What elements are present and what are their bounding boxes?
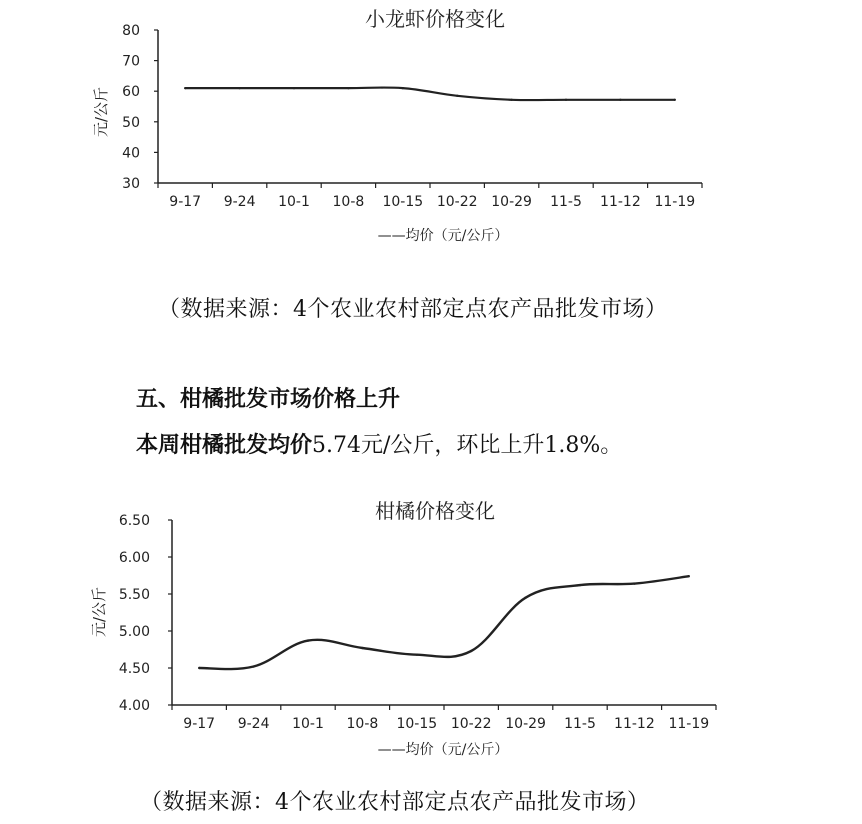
y-tick-labels [119,513,172,714]
x-tick-label: 10-15 [382,194,424,210]
y-tick-label: 6.00 [118,550,150,566]
y-axis-label: 元/公斤 [90,586,108,638]
x-tick-label: 9-17 [169,194,202,210]
y-tick-label: 6.50 [118,513,150,529]
crayfish-price-chart [0,0,862,262]
y-tick-label: 5.50 [118,587,150,603]
x-tick-label: 11-5 [564,716,596,732]
legend-label: ——均价（元/公斤） [377,742,509,758]
x-tick-label: 11-12 [614,716,655,732]
x-tick-label: 10-1 [278,194,310,210]
data-point [416,653,418,655]
y-axis-label: 元/公斤 [92,86,110,138]
y-tick-labels [122,23,158,192]
data-point [524,597,526,599]
data-point [307,639,309,641]
x-tick-labels [158,183,702,210]
summary-text [136,428,622,459]
price-line [199,576,689,669]
x-tick-label: 10-15 [396,716,438,732]
x-tick-label: 9-17 [183,716,216,732]
data-point [633,582,635,584]
y-tick-label: 80 [122,23,140,39]
x-tick-label: 11-19 [654,194,696,210]
y-tick-label: 4.50 [118,661,150,677]
y-tick-label: 30 [122,176,140,192]
source-note: （数据来源：4个农业农村部定点农产品批发市场） [140,790,650,815]
summary-rest: 5.74元/公斤，环比上升1.8%。 [312,433,623,458]
x-tick-labels [172,705,716,732]
x-tick-label: 11-19 [668,716,710,732]
source-note: （数据来源：4个农业农村部定点农产品批发市场） [158,297,668,322]
data-point [361,647,363,649]
data-point [688,575,690,577]
x-tick-label: 11-5 [550,194,582,210]
x-tick-label: 10-22 [450,716,492,732]
data-point [579,584,581,586]
data-point [470,650,472,652]
data-point [510,99,512,101]
x-tick-label: 9-24 [223,194,256,210]
section-heading: 五、柑橘批发市场价格上升 [136,387,401,412]
chart-title: 小龙虾价格变化 [365,7,505,31]
y-tick-label: 70 [122,53,140,70]
x-tick-label: 10-22 [436,194,478,210]
x-tick-label: 10-1 [292,716,324,732]
x-tick-label: 11-12 [600,194,641,210]
citrus-price-chart [0,484,862,774]
x-tick-label: 10-8 [346,716,379,732]
data-point [674,99,676,101]
data-point [619,99,621,101]
data-point [293,87,295,89]
price-line [185,88,675,101]
x-tick-label: 9-24 [237,716,270,732]
x-tick-label: 10-8 [332,194,365,210]
data-point [456,95,458,97]
summary-lead: 本周柑橘批发均价 [136,433,313,458]
x-tick-label: 10-29 [491,194,532,210]
y-tick-label: 50 [122,114,140,131]
data-point [347,87,349,89]
y-tick-label: 60 [122,84,140,101]
y-tick-label: 40 [122,145,140,162]
y-tick-label: 5.00 [118,624,150,640]
x-tick-label: 10-29 [505,716,546,732]
y-tick-label: 4.00 [118,698,150,714]
data-point [198,667,200,669]
legend-label: ——均价（元/公斤） [377,228,509,244]
chart-title: 柑橘价格变化 [375,499,495,523]
data-point [402,87,404,89]
data-point [252,665,254,667]
data-point [565,99,567,101]
data-point [238,87,240,89]
data-point [184,87,186,89]
